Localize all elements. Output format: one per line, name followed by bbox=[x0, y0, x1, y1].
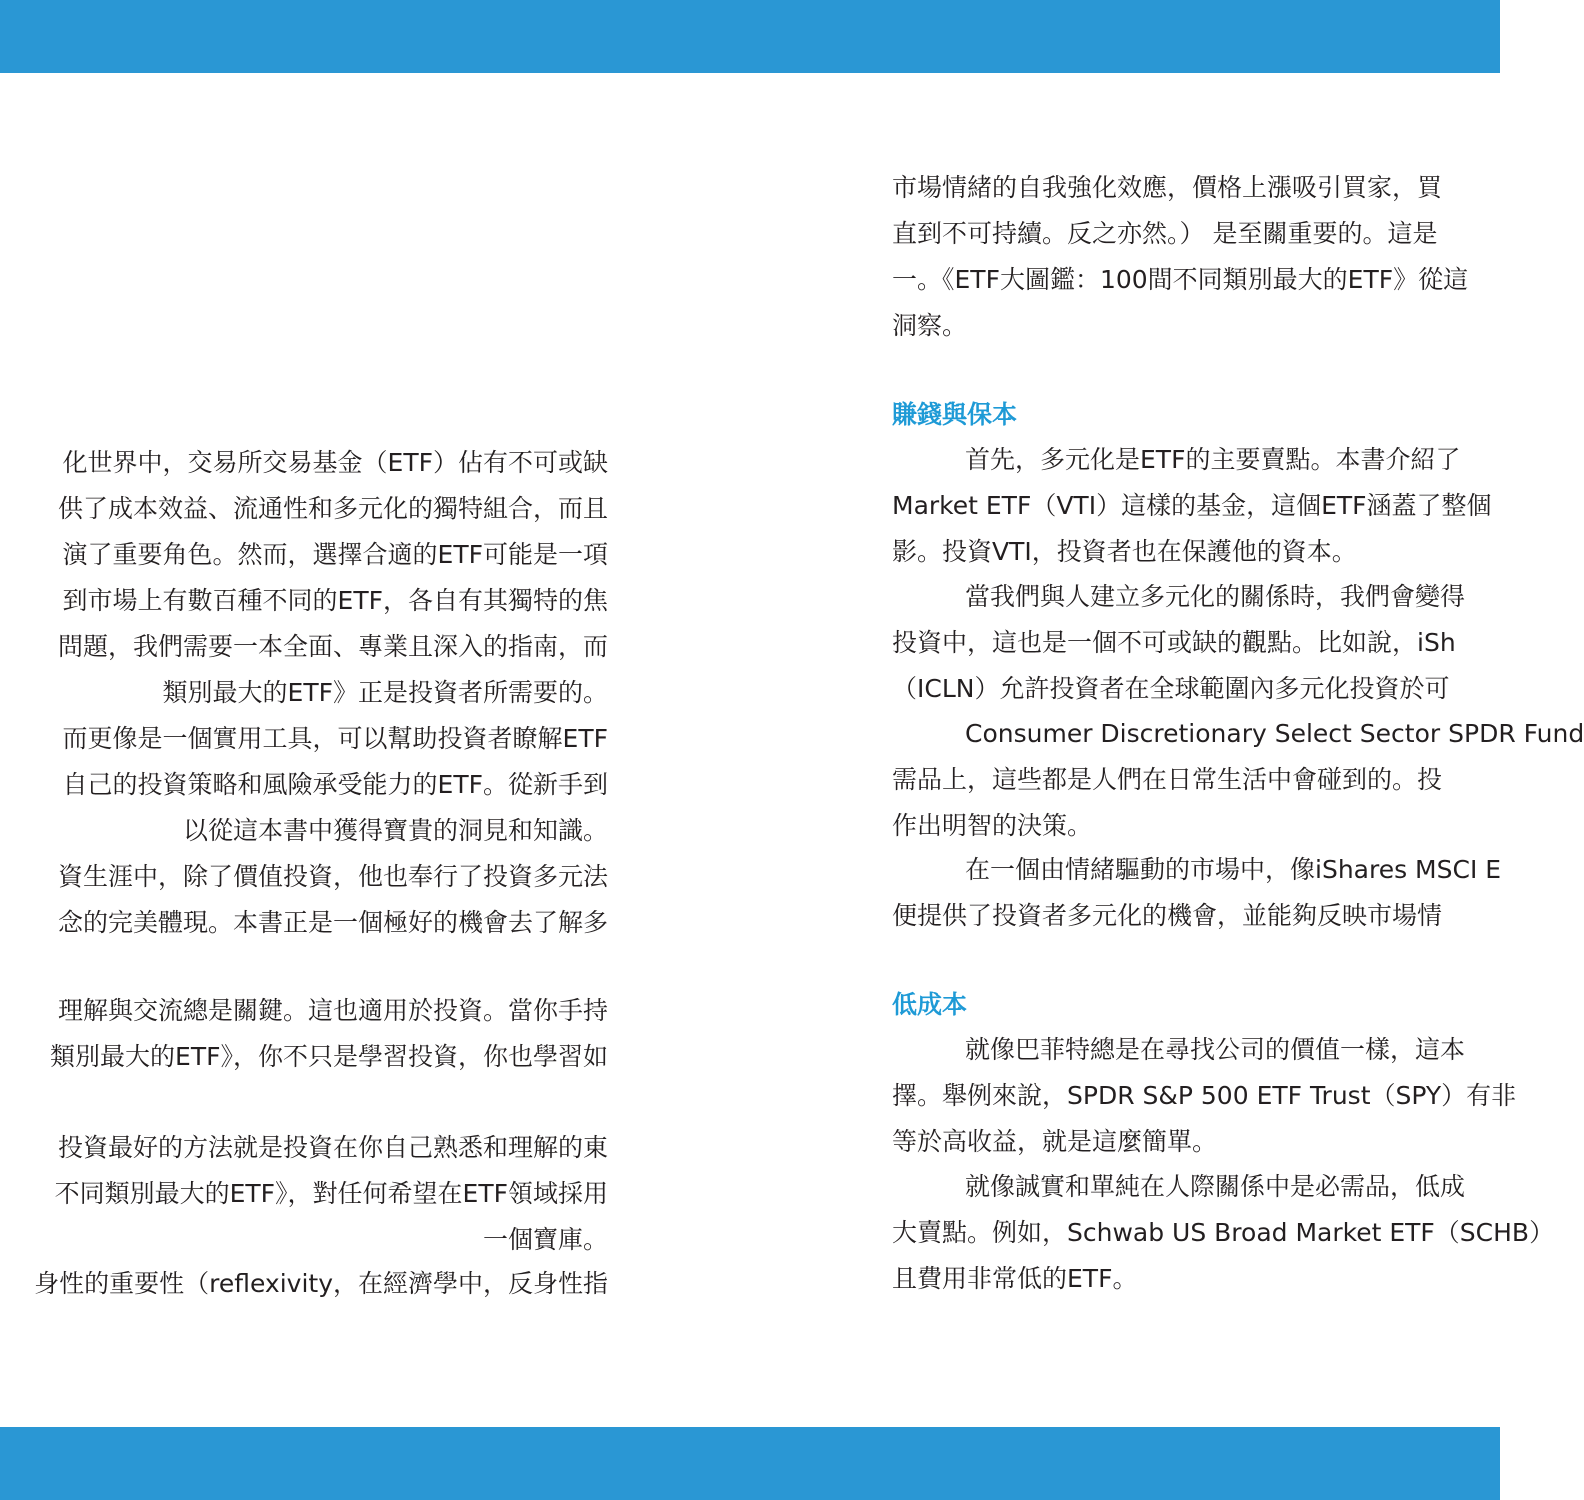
right-intro-line: 一。《ETF大圖鑑：100間不同類別最大的ETF》從這 bbox=[892, 265, 1469, 294]
section1-text-line: 投資中，這也是一個不可或缺的觀點。比如說，iSh bbox=[892, 628, 1456, 657]
left-text-line: 投資最好的方法就是投資在你自己熟悉和理解的東 bbox=[57, 1133, 608, 1162]
section1-text-line: 當我們與人建立多元化的關係時，我們會變得 bbox=[965, 582, 1466, 611]
left-text-line: 到市場上有數百種不同的ETF，各自有其獨特的焦 bbox=[62, 586, 608, 615]
top-color-band bbox=[0, 0, 1500, 73]
section1-text-line: 影。投資VTI，投資者也在保護他的資本。 bbox=[892, 537, 1357, 566]
left-text-line: 類別最大的ETF》正是投資者所需要的。 bbox=[162, 678, 608, 707]
bottom-color-band bbox=[0, 1427, 1500, 1500]
left-text-line: 問題，我們需要一本全面、專業且深入的指南，而 bbox=[57, 632, 608, 661]
section2-text-line: 就像巴菲特總是在尋找公司的價值一樣，這本 bbox=[965, 1035, 1466, 1064]
left-text-line: 不同類別最大的ETF》，對任何希望在ETF領域採用 bbox=[54, 1179, 608, 1208]
section1-text-line: Market ETF（VTI）這樣的基金，這個ETF涵蓋了整個 bbox=[892, 491, 1492, 520]
section1-text-line: 需品上，這些都是人們在日常生活中會碰到的。投 bbox=[892, 765, 1443, 794]
left-text-line: 演了重要角色。然而，選擇合適的ETF可能是一項 bbox=[62, 540, 608, 569]
right-intro-line: 市場情緒的自我強化效應，價格上漲吸引買家，買 bbox=[892, 173, 1443, 202]
section1-text-line: 首先，多元化是ETF的主要賣點。本書介紹了 bbox=[965, 445, 1461, 474]
left-text-line: 身性的重要性（reflexivity，在經濟學中，反身性指 bbox=[34, 1269, 608, 1298]
left-page-column bbox=[0, 440, 608, 1300]
left-text-line: 理解與交流總是關鍵。這也適用於投資。當你手持 bbox=[57, 996, 608, 1025]
left-text-line: 念的完美體現。本書正是一個極好的機會去了解多 bbox=[57, 908, 608, 937]
left-text-line: 資生涯中，除了價值投資，他也奉行了投資多元法 bbox=[57, 862, 608, 891]
section2-text-line: 就像誠實和單純在人際關係中是必需品，低成 bbox=[965, 1172, 1466, 1201]
section2-text-line: 且費用非常低的ETF。 bbox=[892, 1264, 1138, 1293]
section2-text-line: 大賣點。例如，Schwab US Broad Market ETF（SCHB） bbox=[892, 1218, 1555, 1247]
left-text-line: 自己的投資策略和風險承受能力的ETF。從新手到 bbox=[62, 770, 608, 799]
section1-text-line: （ICLN）允許投資者在全球範圍內多元化投資於可 bbox=[892, 674, 1450, 703]
section2-text-line: 等於高收益，就是這麼簡單。 bbox=[892, 1127, 1218, 1156]
left-text-line: 以從這本書中獲得寶貴的洞見和知識。 bbox=[182, 816, 608, 845]
section2-text-line: 擇。舉例來說，SPDR S&P 500 ETF Trust（SPY）有非 bbox=[892, 1081, 1517, 1110]
left-text-line: 化世界中，交易所交易基金（ETF）佔有不可或缺 bbox=[62, 448, 608, 477]
left-text-line: 供了成本效益、流通性和多元化的獨特組合，而且 bbox=[57, 494, 608, 523]
section-heading-make-money: 賺錢與保本 bbox=[892, 400, 1018, 429]
left-text-line: 類別最大的ETF》，你不只是學習投資，你也學習如 bbox=[50, 1042, 608, 1071]
left-text-line: 一個寶庫。 bbox=[482, 1225, 608, 1254]
section1-text-line: 便提供了投資者多元化的機會，並能夠反映市場情 bbox=[892, 901, 1443, 930]
section1-text-line: 在一個由情緒驅動的市場中，像iShares MSCI E bbox=[965, 855, 1502, 884]
left-text-line: 而更像是一個實用工具，可以幫助投資者瞭解ETF bbox=[62, 724, 608, 753]
right-intro-line: 洞察。 bbox=[892, 311, 968, 340]
right-intro-line: 直到不可持續。反之亦然。） 是至關重要的。這是 bbox=[892, 219, 1438, 248]
section-heading-low-cost: 低成本 bbox=[892, 990, 968, 1019]
right-page-column bbox=[892, 165, 1584, 1315]
section1-text-line: 作出明智的決策。 bbox=[892, 811, 1093, 840]
section1-text-line: Consumer Discretionary Select Sector SPDR Fund bbox=[965, 719, 1584, 748]
